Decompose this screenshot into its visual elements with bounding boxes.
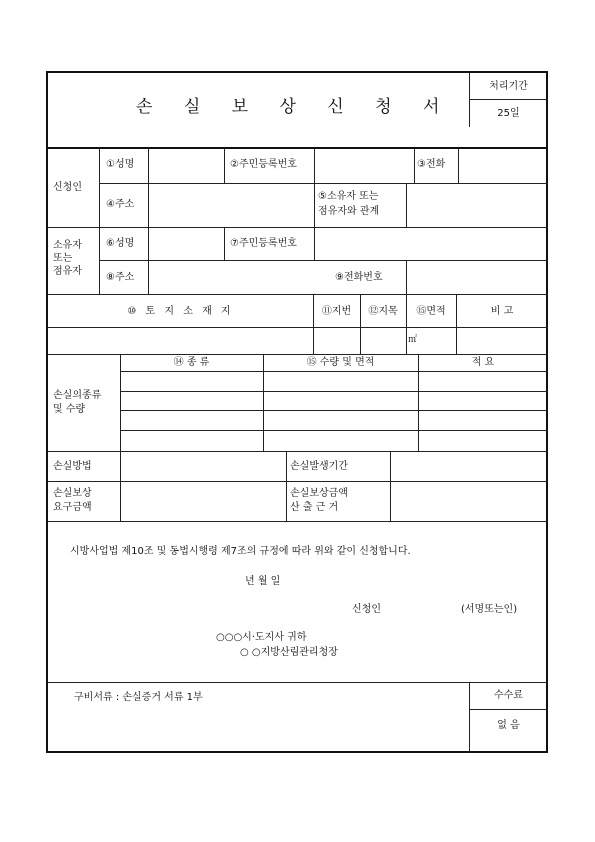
applicant-name-field[interactable] [149,149,223,182]
applicant-relation-field[interactable] [407,184,547,226]
owner-section-label-2: 또는 [53,253,73,264]
owner-name-label: ⑥성명 [106,238,135,249]
land-remarks-header: 비 고 [490,306,514,317]
applicant-address-field[interactable] [149,184,313,226]
applicant-rrn-field[interactable] [315,149,413,182]
loss-period-field[interactable] [391,452,547,480]
claim-amount-label-2: 요구금액 [53,502,92,513]
fee-label: 수수료 [494,690,523,701]
claim-basis-label-1: 손실보상금액 [290,488,348,499]
applicant-address-label: ④주소 [106,199,135,210]
owner-rrn-label: ⑦주민등록번호 [230,238,297,249]
applicant-relation-label-1: ⑤소유자 또는 [318,191,379,202]
signer-label: 신청인 [352,604,381,615]
fee-value: 없 음 [497,720,520,731]
land-area-unit: ㎡ [408,335,418,345]
land-lot-field[interactable] [314,328,359,353]
land-category-field[interactable] [361,328,405,353]
land-area-header: ⑮면적 [416,306,446,317]
land-lot-header: ⑪지번 [321,306,352,317]
loss-method-field[interactable] [121,452,285,480]
loss-items-label-1: 손실의종류 [53,390,102,401]
applicant-phone-label: ③전화 [417,159,446,170]
application-statement: 시방사업법 제10조 및 동법시행령 제7조의 규정에 따라 위와 같이 신청합니다. [70,546,411,557]
claim-amount-field[interactable] [121,482,285,520]
owner-address-field[interactable] [149,261,331,293]
form-title: 손 실 보 상 신 청 서 [136,97,453,117]
loss-method-label: 손실방법 [53,461,92,472]
recipient-line-2: ○ ○지방산림관리청장 [240,647,338,658]
signature-field[interactable] [393,600,458,618]
applicant-phone-field[interactable] [459,149,547,182]
owner-phone-label: ⑨전화번호 [335,272,383,283]
owner-section-label-1: 소유자 [53,240,82,251]
required-documents: 구비서류 : 손실증거 서류 1부 [74,692,203,703]
owner-section-label-3: 점유자 [53,266,82,277]
land-location-header: ⑩ 토 지 소 재 지 [127,306,234,317]
land-remarks-field[interactable] [457,328,547,353]
claim-basis-label-2: 산 출 근 거 [290,502,339,513]
application-date: 년 월 일 [245,576,281,587]
loss-items-grid[interactable] [121,372,547,450]
claim-amount-label-1: 손실보상 [53,488,92,499]
processing-period-value: 25일 [497,108,520,119]
claim-basis-field[interactable] [391,482,547,520]
land-category-header: ⑫지목 [368,306,398,317]
applicant-section-label: 신청인 [53,182,82,193]
land-location-field[interactable] [49,328,312,353]
signature-note: (서명또는인) [461,604,518,615]
applicant-relation-label-2: 점유자와 관계 [318,206,380,217]
owner-phone-field[interactable] [407,261,547,293]
loss-type-header: ⑭ 종 류 [173,357,210,368]
applicant-name-label: ①성명 [106,159,135,170]
owner-address-label: ⑧주소 [106,272,135,283]
loss-quantity-header: ⑮ 수량 및 면적 [306,357,375,368]
applicant-rrn-label: ②주민등록번호 [230,159,297,170]
loss-note-header: 적 요 [471,357,495,368]
recipient-line-1: ○○○시·도지사 귀하 [216,632,307,643]
application-form [46,71,548,753]
owner-name-field[interactable] [149,228,223,259]
loss-items-label-2: 및 수량 [53,404,86,415]
processing-period-label: 처리기간 [489,81,528,92]
loss-period-label: 손실발생기간 [290,461,348,472]
owner-rrn-field[interactable] [315,228,547,259]
